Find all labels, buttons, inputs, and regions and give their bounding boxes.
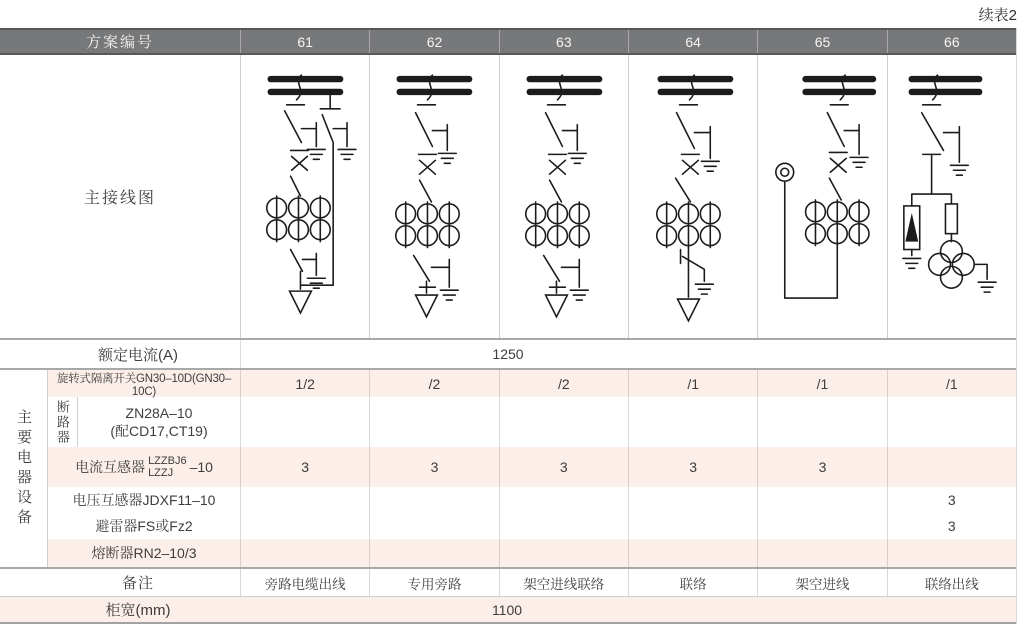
equipment-value-cell — [240, 513, 369, 539]
busbar — [529, 79, 598, 92]
earthing-switch — [681, 250, 714, 295]
main-wiring-diagram-row — [0, 55, 1016, 340]
remark-cell: 架空进线联络 — [499, 569, 628, 596]
current-transformer — [396, 202, 459, 248]
rated-current-value: 1250 — [492, 346, 524, 362]
fuse — [945, 204, 957, 242]
header-scheme-number-label: 方案编号 — [85, 34, 154, 51]
row-circuit-breaker — [48, 397, 1016, 447]
rated-current-label: 额定电流(A) — [98, 346, 178, 364]
header-scheme-61: 61 — [240, 30, 369, 53]
disconnector-switch — [921, 113, 943, 151]
disconnector-switch — [677, 113, 695, 149]
circuit-breaker — [830, 152, 848, 172]
equipment-value-cell: 3 — [240, 447, 369, 487]
equipment-value-cell: 1/2 — [240, 370, 369, 398]
earthing-switch — [694, 127, 719, 172]
row-current-transformer — [48, 447, 1016, 487]
disconnector-switch — [414, 255, 430, 281]
cable-outgoing-arrow — [290, 291, 312, 313]
remark-cell: 旁路电缆出线 — [240, 569, 369, 596]
equipment-value-cell — [499, 397, 628, 447]
equipment-value-cell — [757, 539, 886, 567]
equipment-value-cell: 3 — [369, 447, 498, 487]
equipment-value-cell — [499, 487, 628, 513]
current-transformer — [657, 202, 720, 248]
earthing-switch — [301, 123, 325, 160]
equipment-name: 电压互感器JDXF11–10 — [72, 492, 216, 508]
circuit-breaker — [419, 154, 437, 174]
equipment-value-cell — [369, 513, 498, 539]
equipment-value-cell — [240, 539, 369, 567]
equipment-value-cell — [369, 539, 498, 567]
disconnector-switch — [549, 180, 561, 202]
equipment-name: 熔断器RN2–10/3 — [91, 545, 197, 561]
single-line-diagram-65-icon — [758, 55, 886, 338]
earthing-switch — [432, 259, 459, 300]
circuit-breaker — [682, 154, 700, 174]
equipment-value-cell — [628, 539, 757, 567]
table-header-row — [0, 28, 1016, 55]
equipment-value-cell: /2 — [369, 370, 498, 398]
equipment-value-cell — [757, 487, 886, 513]
single-line-diagram-61-icon — [241, 55, 369, 338]
remark-label: 备注 — [121, 575, 154, 592]
diagram-scheme-62 — [369, 55, 498, 338]
single-line-diagram-63-icon — [500, 55, 628, 338]
cable-outgoing-arrow — [545, 295, 567, 317]
equipment-name: 旋转式隔离开关GN30–10D(GN30–10C) — [56, 373, 232, 398]
disconnector-switch — [543, 255, 559, 281]
busbar — [400, 79, 469, 92]
disconnector-switch — [676, 178, 691, 202]
equipment-name: 电流互感器 LZZBJ6 LZZJ –10 — [75, 454, 213, 479]
busbar — [911, 79, 978, 92]
busbar — [661, 79, 730, 92]
continuation-label: 续表2 — [978, 7, 1017, 24]
header-scheme-64: 64 — [628, 30, 757, 53]
row-rotary-disconnector — [48, 370, 1016, 397]
breaker-sub-label: 断路器 — [55, 399, 70, 445]
equipment-value-cell: 3 — [499, 447, 628, 487]
single-line-diagram-66-icon — [888, 55, 1016, 338]
current-transformer — [267, 196, 330, 242]
cabinet-width-row — [0, 597, 1016, 624]
disconnector-switch — [291, 250, 303, 272]
remark-row — [0, 567, 1016, 597]
circuit-breaker — [548, 154, 566, 174]
equipment-value-cell — [369, 397, 498, 447]
row-surge-arrester — [48, 513, 1016, 539]
equipment-group-label-cell — [0, 370, 48, 567]
main-wiring-diagram-label: 主接线图 — [83, 190, 156, 207]
rated-current-span-cell — [240, 340, 1016, 368]
single-line-diagram-64-icon — [629, 55, 757, 338]
equipment-value-cell — [240, 487, 369, 513]
diagram-scheme-65 — [757, 55, 886, 338]
earthing-switch — [845, 125, 869, 168]
main-equipment-section — [0, 370, 1016, 567]
circuit-breaker — [291, 150, 309, 170]
voltage-transformer — [928, 241, 995, 293]
equipment-value-cell: 3 — [887, 487, 1016, 513]
cable-outgoing-arrow — [416, 295, 438, 317]
current-transformer — [525, 202, 588, 248]
rated-current-row — [0, 340, 1016, 370]
equipment-value-cell — [757, 397, 886, 447]
cabinet-width-label: 柜宽(mm) — [105, 602, 171, 619]
header-scheme-63: 63 — [499, 30, 628, 53]
earthing-switch — [943, 127, 968, 176]
row-fuse — [48, 539, 1016, 567]
disconnector-switch — [416, 113, 433, 147]
overhead-line-bushing — [776, 163, 794, 181]
remark-cell: 专用旁路 — [369, 569, 498, 596]
remark-cell: 架空进线 — [757, 569, 886, 596]
current-transformer — [806, 200, 869, 246]
equipment-value-cell — [499, 513, 628, 539]
earthing-switch — [433, 125, 457, 164]
equipment-value-cell — [369, 487, 498, 513]
busbar — [271, 79, 340, 92]
disconnector-switch — [828, 113, 845, 147]
header-scheme-66: 66 — [887, 30, 1016, 53]
equipment-value-cell — [887, 397, 1016, 447]
equipment-value-cell: 3 — [757, 447, 886, 487]
cabinet-width-value: 1100 — [491, 601, 523, 618]
equipment-value-cell: 3 — [887, 513, 1016, 539]
diagram-scheme-64 — [628, 55, 757, 338]
earthing-switch — [302, 253, 325, 288]
diagram-scheme-61 — [240, 55, 369, 338]
header-scheme-62: 62 — [369, 30, 498, 53]
disconnector-switch — [545, 113, 562, 147]
equipment-value-cell: 3 — [628, 447, 757, 487]
equipment-value-cell — [628, 513, 757, 539]
equipment-value-cell: /1 — [887, 370, 1016, 398]
diagram-scheme-63 — [499, 55, 628, 338]
remark-cell: 联络 — [628, 569, 757, 596]
equipment-value-cell: /1 — [757, 370, 886, 398]
row-voltage-transformer — [48, 487, 1016, 513]
surge-arrester — [903, 206, 921, 268]
equipment-value-cell — [628, 487, 757, 513]
equipment-name: ZN28A–10 (配CD17,CT19) — [110, 404, 208, 439]
earthing-switch — [561, 259, 588, 300]
equipment-value-cell — [757, 513, 886, 539]
disconnector-switch — [285, 111, 302, 143]
earthing-switch — [562, 125, 586, 164]
equipment-value-cell — [887, 539, 1016, 567]
single-line-diagram-62-icon — [370, 55, 498, 338]
cabinet-width-span-cell — [240, 597, 1016, 622]
equipment-name: 避雷器FS或Fz2 — [95, 518, 193, 534]
equipment-value-cell — [499, 539, 628, 567]
breaker-sub-label-cell — [48, 397, 78, 447]
equipment-value-cell — [887, 447, 1016, 487]
remark-cell: 联络出线 — [887, 569, 1016, 596]
equipment-value-cell — [628, 397, 757, 447]
scheme-table — [0, 28, 1017, 624]
cable-outgoing-arrow — [678, 299, 700, 321]
disconnector-switch — [291, 176, 301, 196]
header-scheme-65: 65 — [757, 30, 886, 53]
equipment-group-label: 主要电器设备 — [15, 408, 32, 529]
equipment-value-cell: /2 — [499, 370, 628, 398]
equipment-value-cell: /1 — [628, 370, 757, 398]
diagram-scheme-66 — [887, 55, 1016, 338]
disconnector-switch — [420, 180, 432, 202]
busbar — [806, 79, 873, 92]
disconnector-switch — [830, 178, 842, 200]
equipment-value-cell — [240, 397, 369, 447]
